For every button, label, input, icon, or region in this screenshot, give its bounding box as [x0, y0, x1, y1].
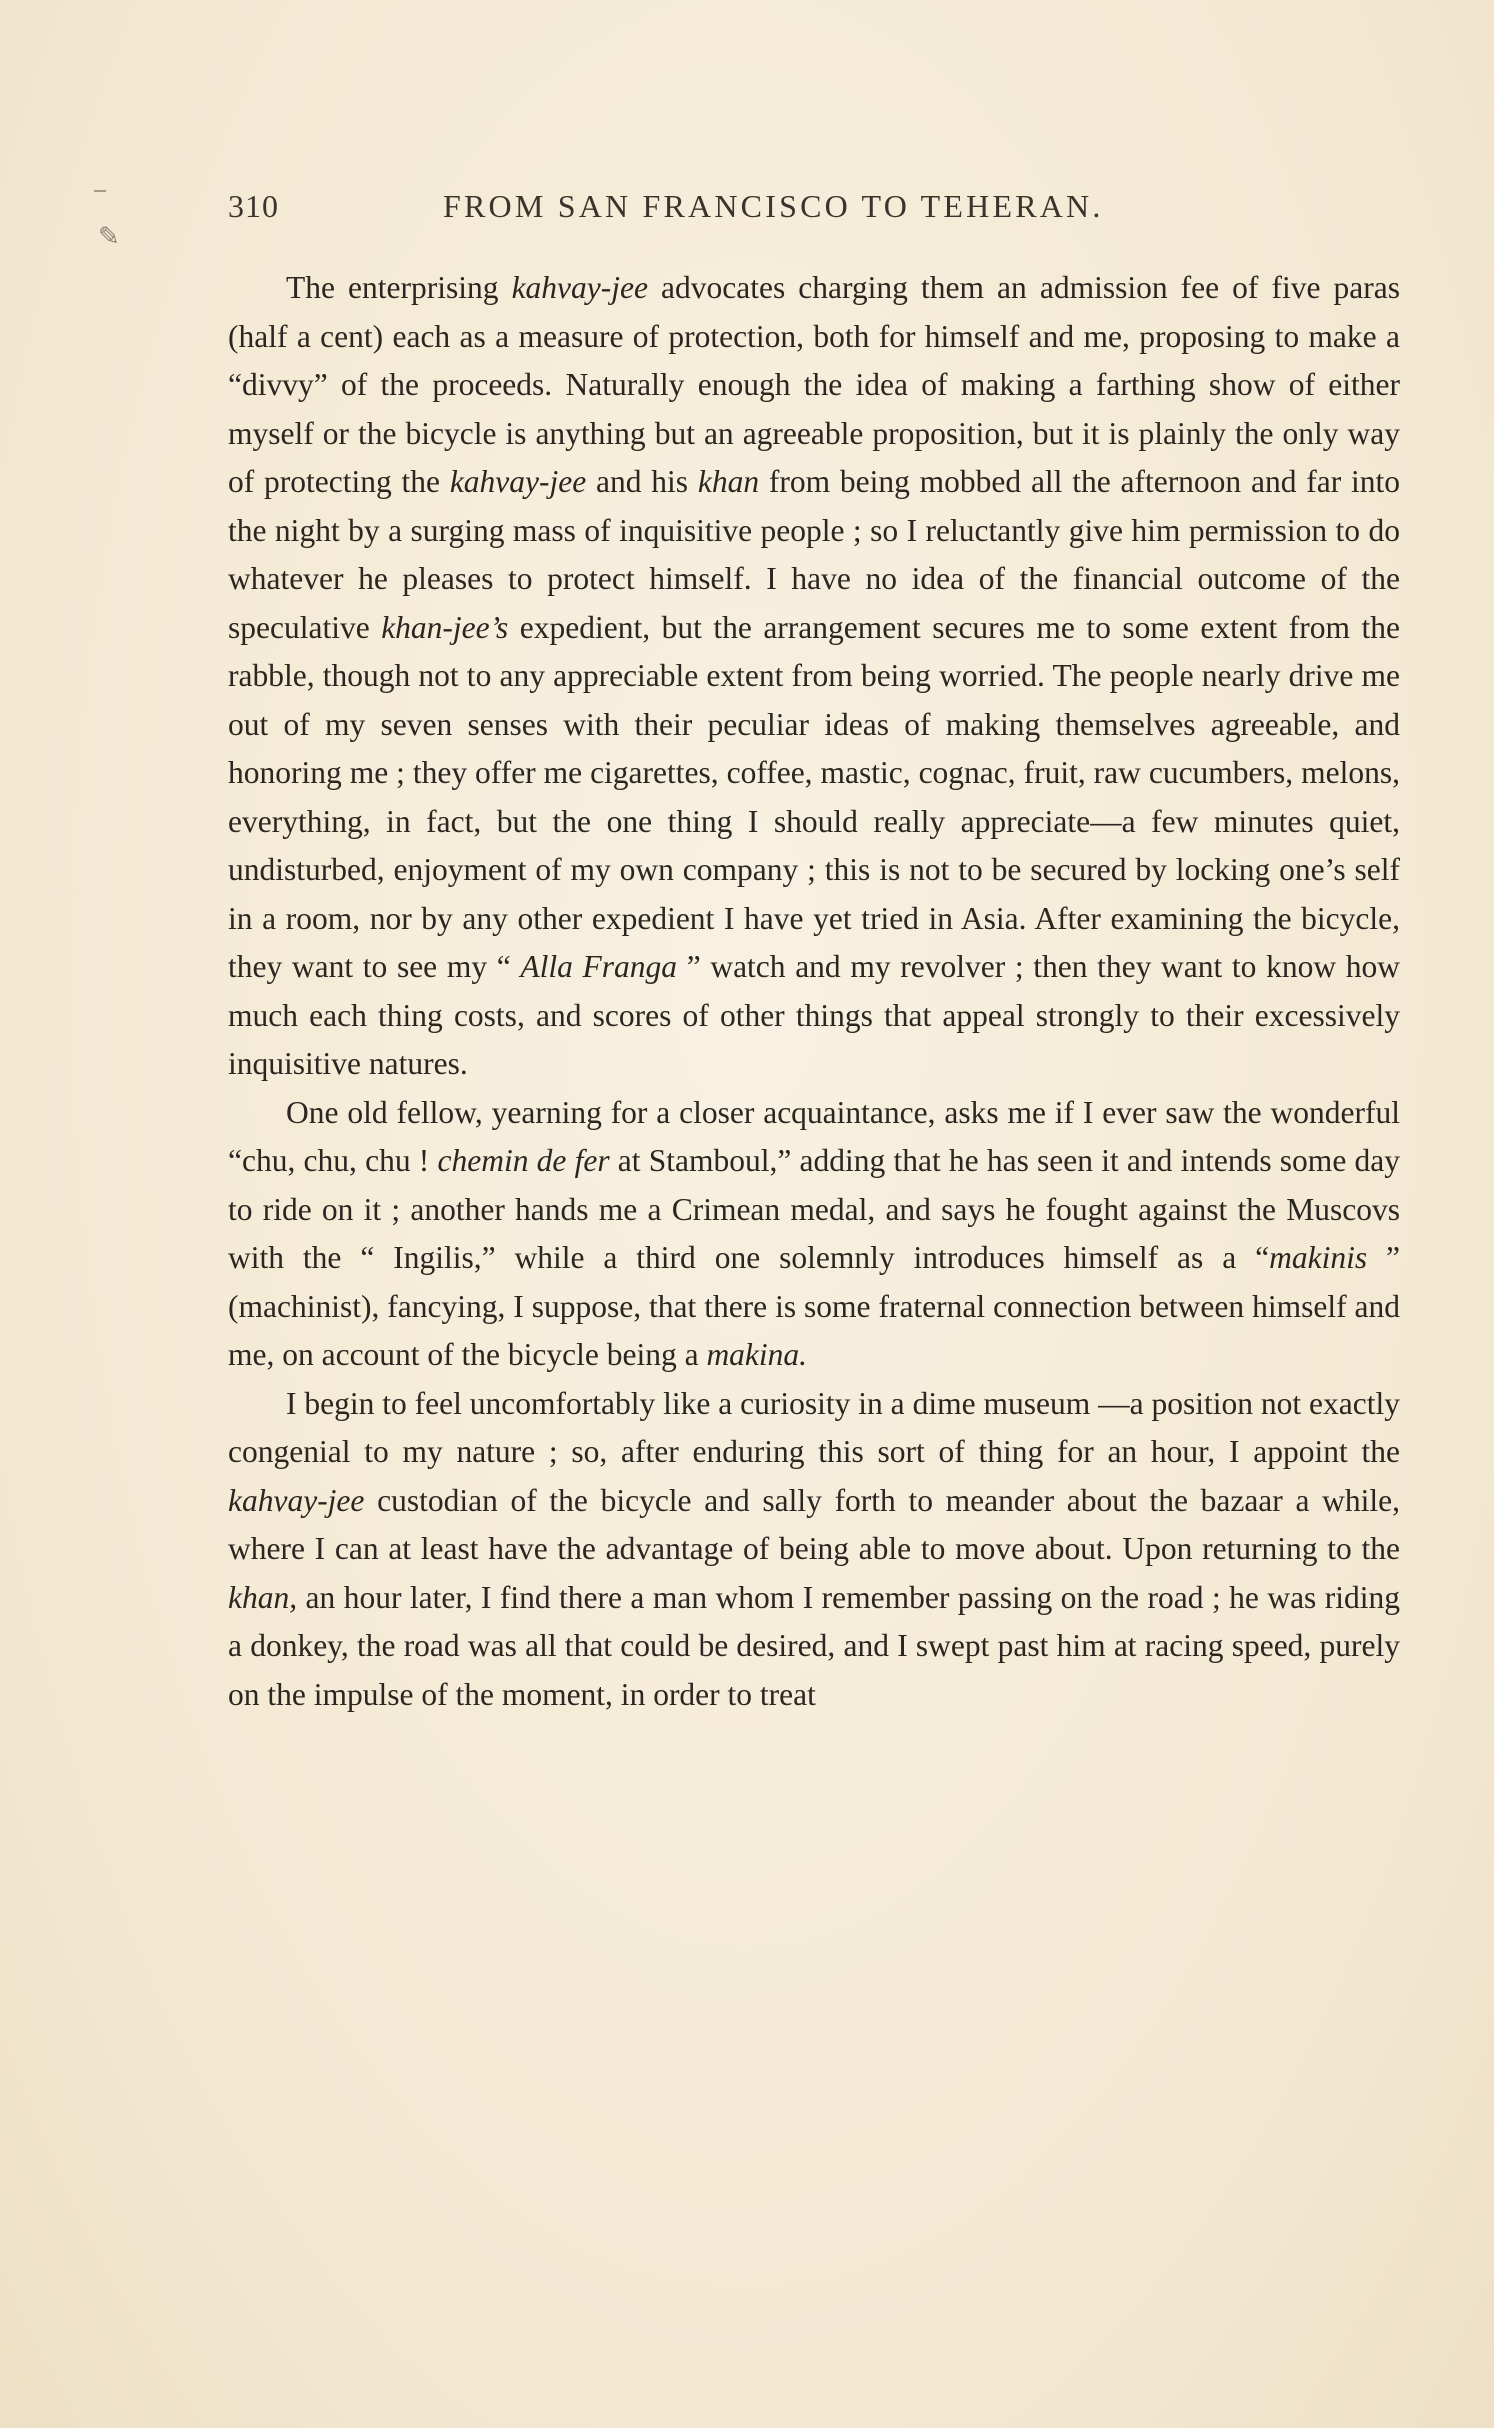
text-run: and his [586, 464, 698, 499]
italic-term: khan [697, 464, 760, 499]
paragraph-2 [228, 1089, 1400, 1380]
text-run: ” watch and my revolver ; then they want to know how much each thing costs, and scores of other things that appeal strongly to their excessively inquisitive natures. [228, 949, 1400, 1081]
paragraph-3 [228, 1380, 1400, 1720]
italic-term: kahvay-jee [449, 464, 587, 499]
text-run: I begin to feel uncomfortably like a curiosity in a dime museum —a position not exactly congenial to my nature ; so, after enduring this sort of thing for an hour, I appoint the [228, 1385, 1400, 1469]
margin-dash-mark [94, 190, 106, 192]
italic-term: makinis [1269, 1240, 1368, 1275]
italic-term: chemin de fer [437, 1143, 610, 1178]
running-title: FROM SAN FRANCISCO TO TEHERAN. [443, 188, 1104, 224]
text-run: The enterprising [286, 270, 512, 305]
text-run: at Stamboul,” adding that he has seen it and intends some day to ride on it ; another hands me a Crimean medal, and says he fought against the Muscovs with the “ Ingilis,” while a third one solemnly introduces himself as a “ [228, 1143, 1400, 1275]
paragraph-1 [228, 264, 1400, 1089]
italic-term: Alla Franga [520, 949, 678, 984]
text-run: an hour later, I find there a man whom I remember passing on the road ; he was riding a donkey, the road was all that could be desired, and I swept past him at racing speed, purely on the impulse of the moment, in order to treat [228, 1579, 1400, 1712]
text-run: custodian of the bicycle and sally forth to meander about the bazaar a while, where I can at least have the advantage of being able to move about. Upon returning to the [228, 1482, 1400, 1566]
italic-term: kahvay-jee [228, 1482, 365, 1518]
running-head [228, 188, 1228, 232]
page-number: 310 [228, 188, 279, 224]
margin-pencil-mark-icon: ✎ [98, 222, 120, 251]
text-run: advocates charging them an admission fee of five paras (half a cent) each as a measure of protection, both for himself and me, proposing to make a “divvy” of the proceeds. Naturally enough the idea of making a farthing show of either myself or the bicycle is anything but an agreeable proposition, but it is plainly the only way of protecting the [228, 270, 1400, 499]
text-run: One old fellow, yearning for a closer acquaintance, asks me if I ever saw the wonderful “chu, chu, chu ! [228, 1094, 1400, 1178]
italic-term: khan-jee’s [381, 609, 509, 645]
text-run: ” (machinist), fancying, I suppose, that there is some fraternal connection between himself and me, on account of the bicycle being a [228, 1240, 1400, 1372]
italic-term: khan, [228, 1579, 298, 1615]
text-run: expedient, but the arrangement secures me to some extent from the rabble, though not to any appreciable extent from being worried. The people nearly drive me out of my seven senses with their peculiar ideas of making themselves agreeable, and honoring me ; they offer me cigarettes, coffee, mastic, cognac, fruit, raw cucumbers, melons, everything, in fact, but the one thing I should really appreciate—a few minutes quiet, undisturbed, enjoyment of my own company ; this is not to be secured by locking one’s self in a room, nor by any other expedient I have yet tried in Asia. After examining the bicycle, they want to see my “ [228, 609, 1400, 984]
italic-term: kahvay-jee [511, 270, 648, 305]
text-run: from being mobbed all the afternoon and far into the night by a surging mass of inquisitive people ; so I reluctantly give him permission to do whatever he pleases to protect himself. I have no idea of the financial outcome of the speculative [228, 464, 1400, 645]
italic-term: makina. [706, 1337, 808, 1372]
body-text [228, 264, 1400, 1719]
